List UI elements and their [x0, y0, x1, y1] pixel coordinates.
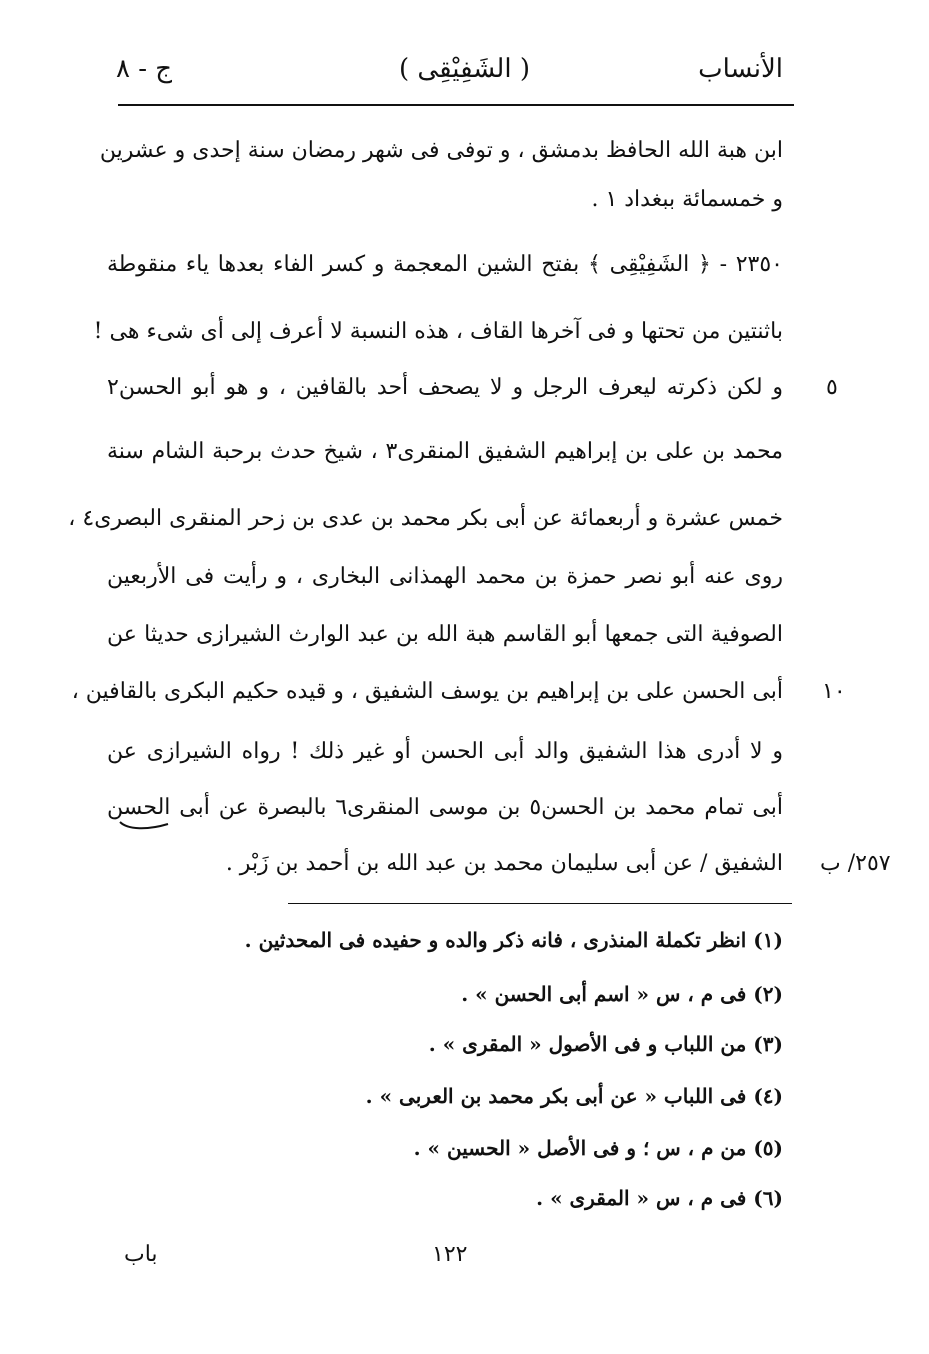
body-line-11: و لا أدرى هذا الشفيق والد أبى الحسن أو غير ذلك ! رواه الشيرازى عن [107, 739, 783, 764]
footnote-rule [288, 903, 792, 904]
catchword: باب [124, 1242, 158, 1267]
page-number: ١٢٢ [432, 1242, 468, 1267]
running-head-entry: ( الشَفِيْقِى ) [398, 54, 531, 84]
body-line-3-entry-heading: ٢٣٥٠ - ﴿ الشَفِيْقِى ﴾ بفتح الشين المعجمة و كسر الفاء بعدها ياء منقوطة [107, 252, 783, 277]
footnote-3: (٣) من اللباب و فى الأصول « المقرى » . [428, 1032, 783, 1056]
body-line-10: أبى الحسن على بن إبراهيم بن يوسف الشفيق ، و قيده حكيم البكرى بالقافين ، [71, 679, 783, 704]
body-line-9: الصوفية التى جمعها أبو القاسم هبة الله بن عبد الوارث الشيرازى حديثا عن [107, 622, 783, 647]
body-line-5: و لكن ذكرته ليعرف الرجل و لا يصحف أحد بالقافين ، و هو أبو الحسن٢ [107, 375, 783, 400]
body-line-2: و خمسمائة ببغداد ١ . [591, 187, 783, 212]
body-line-7: خمس عشرة و أربعمائة عن أبى بكر محمد بن عدى بن زحر المنقرى البصرى٤ ، [68, 506, 783, 531]
footnote-5: (٥) من م ، س ؛ و فى الأصل « الحسين » . [413, 1136, 783, 1160]
body-line-6: محمد بن على بن إبراهيم الشفيق المنقرى٣ ، شيخ حدث برحبة الشام سنة [107, 439, 783, 464]
body-line-1: ابن هبة الله الحافظ بدمشق ، و توفى فى شهر رمضان سنة إحدى و عشرين [99, 138, 783, 163]
footnote-2: (٢) فى م ، س « اسم أبى الحسن » . [461, 982, 783, 1006]
margin-folio-marker: ٢٥٧/ ب [820, 851, 891, 876]
body-line-4: باثنتين من تحتها و فى آخرها القاف ، هذه النسبة لا أعرف إلى أى شىء هى ! [93, 319, 783, 344]
running-head-volume: ج - ٨ [116, 54, 173, 84]
header-rule [118, 104, 794, 106]
body-line-13: الشفيق / عن أبى سليمان محمد بن عبد الله بن أحمد بن زَبْر . [225, 851, 783, 876]
body-line-8: روى عنه أبو نصر حمزة بن محمد الهمذانى البخارى ، و رأيت فى الأربعين [107, 564, 783, 589]
footnote-6: (٦) فى م ، س « المقرى » . [536, 1186, 783, 1210]
body-line-12: أبى تمام محمد بن الحسن٥ بن موسى المنقرى٦ بالبصرة عن أبى الحسن [107, 795, 783, 820]
margin-line-number-10: ١٠ [822, 679, 846, 704]
running-head-book-title: الأنساب [698, 54, 783, 84]
margin-line-number-5: ٥ [826, 375, 838, 400]
footnote-1: (١) انظر تكملة المنذرى ، فانه ذكر والده و حفيده فى المحدثين . [244, 928, 783, 952]
footnote-4: (٤) فى اللباب « عن أبى بكر محمد بن العربى » . [365, 1084, 783, 1108]
handwritten-mark [118, 808, 170, 832]
